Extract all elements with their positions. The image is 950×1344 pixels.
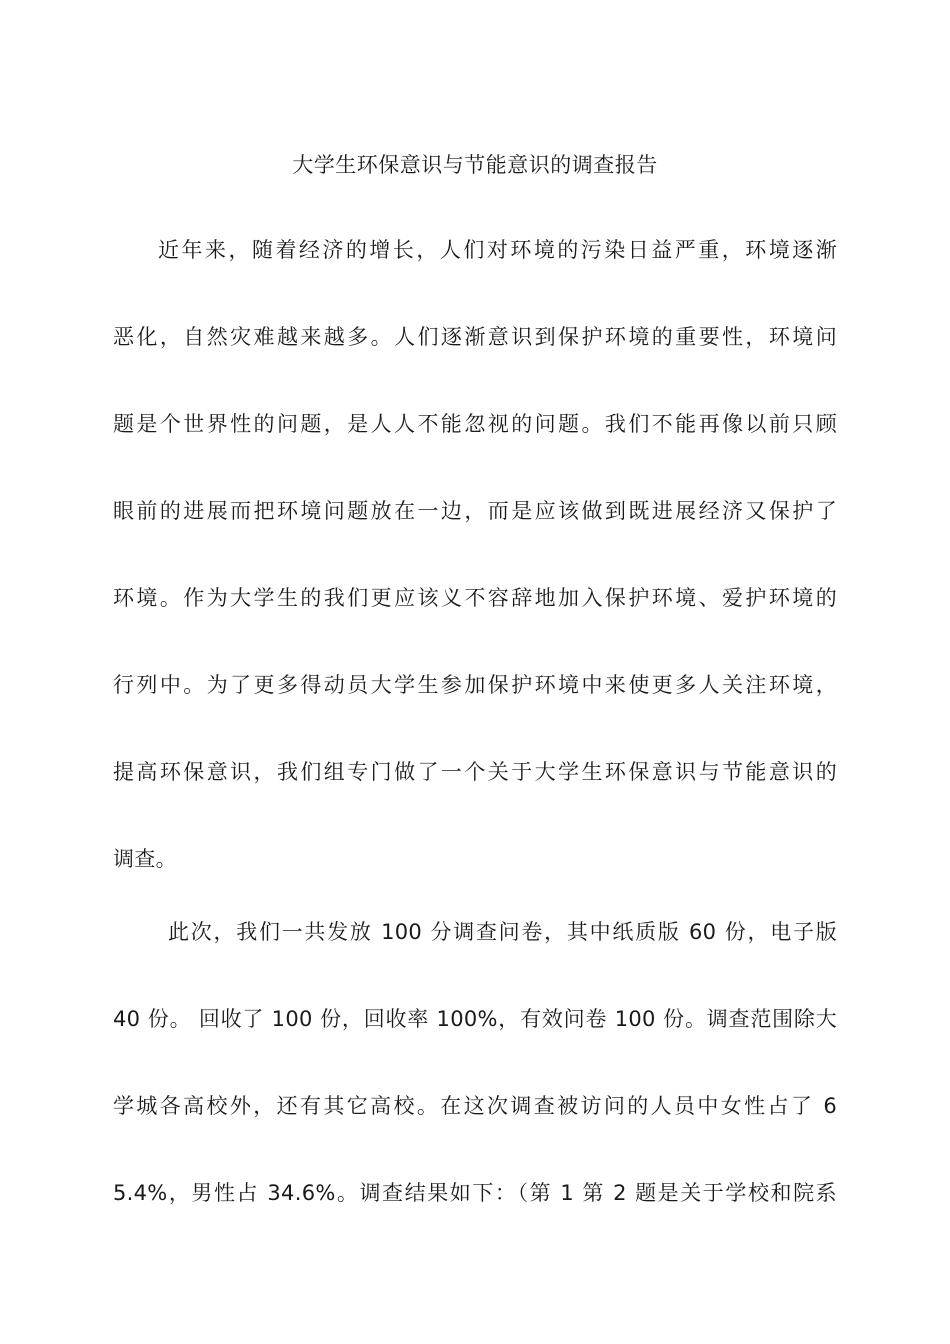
paragraph-1-line-4: 眼前的进展而把环境问题放在一边，而是应该做到既进展经济又保护了 — [113, 499, 837, 523]
paragraph-2-line-3: 学城各高校外，还有其它高校。在这次调查被访问的人员中女性占了 6 — [113, 1094, 837, 1118]
paragraph-2-line-4: 5.4%，男性占 34.6%。调查结果如下：（第 1 第 2 题是关于学校和院系 — [113, 1181, 837, 1205]
document-title: 大学生环保意识与节能意识的调查报告 — [292, 153, 658, 177]
paragraph-1-line-1: 近年来，随着经济的增长，人们对环境的污染日益严重，环境逐渐 — [158, 238, 837, 262]
paragraph-2-line-1: 此次，我们一共发放 100 分调查问卷，其中纸质版 60 份，电子版 — [168, 920, 837, 944]
paragraph-2-line-2: 40 份。 回收了 100 份，回收率 100%，有效问卷 100 份。调查范围除大 — [113, 1007, 837, 1031]
paragraph-1-line-6: 行列中。为了更多得动员大学生参加保护环境中来使更多人关注环境， — [113, 673, 837, 697]
paragraph-1-line-5: 环境。作为大学生的我们更应该义不容辞地加入保护环境、爱护环境的 — [113, 586, 837, 610]
paragraph-1-line-2: 恶化，自然灾难越来越多。人们逐渐意识到保护环境的重要性，环境问 — [113, 325, 837, 349]
paragraph-1-line-8: 调查。 — [113, 847, 177, 871]
paragraph-1-line-3: 题是个世界性的问题，是人人不能忽视的问题。我们不能再像以前只顾 — [113, 412, 837, 436]
paragraph-1-line-7: 提高环保意识，我们组专门做了一个关于大学生环保意识与节能意识的 — [113, 760, 837, 784]
